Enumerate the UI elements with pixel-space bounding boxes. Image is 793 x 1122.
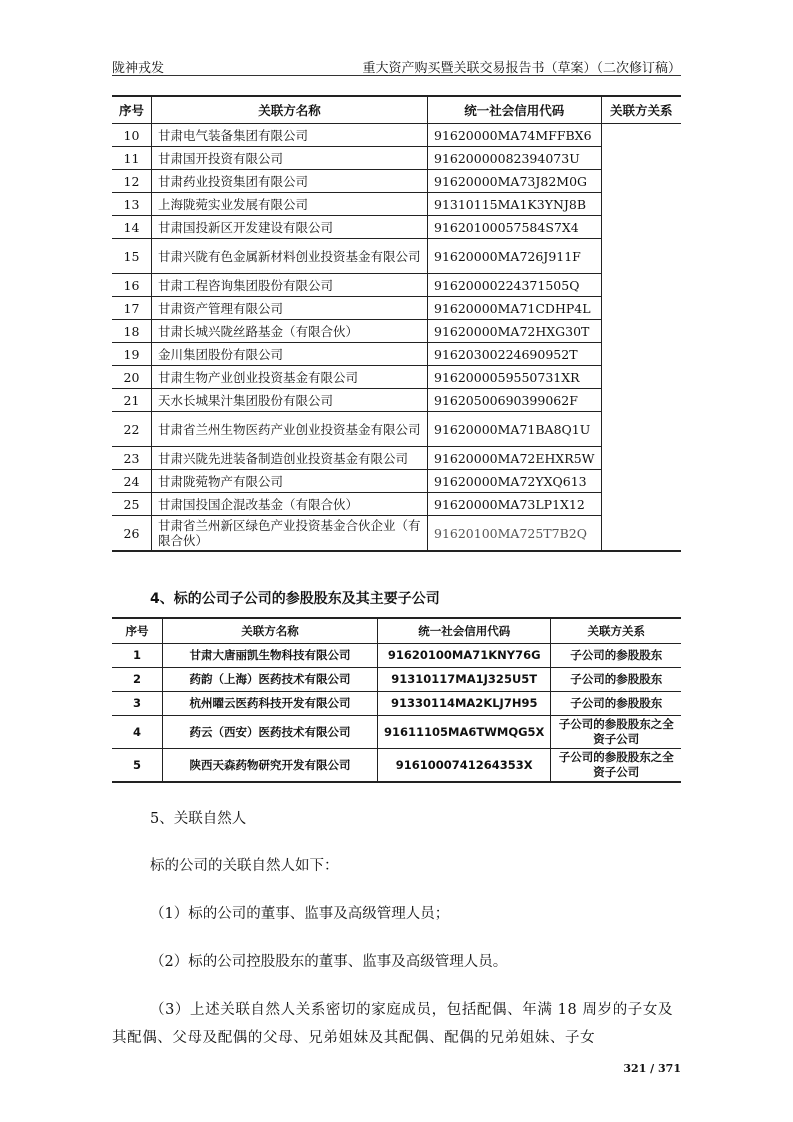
row-name: 甘肃兴陇有色金属新材料创业投资基金有限公司 [152,239,428,274]
table-row [112,516,681,552]
page-number: 321 / 371 [623,1062,681,1075]
header-doc-title: 重大资产购买暨关联交易报告书（草案）（二次修订稿） [362,61,681,76]
row-code: 91620000MA73LP1X12 [428,493,602,516]
table-row [112,343,681,366]
table-row [112,493,681,516]
row-relation: 子公司的参股股东 [551,668,681,692]
row-name: 甘肃国投国企混改基金（有限合伙） [152,493,428,516]
row-name: 甘肃国开投资有限公司 [152,147,428,170]
row-no: 11 [112,147,152,170]
table-row [112,216,681,239]
table-row [112,124,681,147]
paragraph: （3）上述关联自然人关系密切的家庭成员，包括配偶、年满 18 周岁的子女及其配偶、父母及配偶的父母、兄弟姐妹及其配偶、配偶的兄弟姐妹、子女 [112,1002,674,1046]
table-row [112,274,681,297]
table-row [112,692,681,716]
row-no: 17 [112,297,152,320]
row-code: 91620000MA72HXG30T [428,320,602,343]
row-no: 21 [112,389,152,412]
related-party-table [112,95,681,552]
row-relation: 子公司的参股股东 [551,692,681,716]
row-no: 20 [112,366,152,389]
row-no: 4 [112,716,163,749]
paragraph-heading: 5、关联自然人 [150,811,247,827]
table-row [112,668,681,692]
row-code: 91620000MA74MFFBX6 [428,124,602,147]
row-no: 14 [112,216,152,239]
subsidiary-shareholder-table [112,617,681,783]
row-no: 1 [112,644,163,668]
col-relation: 关联方关系 [601,96,681,124]
table-row [112,239,681,274]
row-name: 甘肃电气装备集团有限公司 [152,124,428,147]
table-row [112,389,681,412]
table-row [112,447,681,470]
row-name: 甘肃陇菀物产有限公司 [152,470,428,493]
row-code: 91620100MA71KNY76G [378,644,551,668]
row-name: 陕西天森药物研究开发有限公司 [163,749,378,783]
paragraph: 标的公司的关联自然人如下： [150,858,339,874]
row-relation: 子公司的参股股东之全资子公司 [551,716,681,749]
row-code: 91620000224371505Q [428,274,602,297]
row-code: 91620100057584S7X4 [428,216,602,239]
row-code: 91310117MA1J325U5T [378,668,551,692]
table-row [112,320,681,343]
table-row [112,644,681,668]
table-row [112,297,681,320]
table-row [112,470,681,493]
header-company: 陇神戎发 [112,61,165,76]
col-code: 统一社会信用代码 [378,618,551,644]
page-header [112,55,681,76]
row-no: 15 [112,239,152,274]
col-name: 关联方名称 [152,96,428,124]
row-relation: 子公司的参股股东之全资子公司 [551,749,681,783]
row-no: 12 [112,170,152,193]
row-no: 16 [112,274,152,297]
row-name: 甘肃大唐丽凯生物科技有限公司 [163,644,378,668]
row-name: 甘肃国投新区开发建设有限公司 [152,216,428,239]
col-name: 关联方名称 [163,618,378,644]
row-name: 甘肃生物产业创业投资基金有限公司 [152,366,428,389]
row-name: 药韵（上海）医药技术有限公司 [163,668,378,692]
row-code: 91310115MA1K3YNJ8B [428,193,602,216]
row-no: 18 [112,320,152,343]
row-no: 19 [112,343,152,366]
row-no: 5 [112,749,163,783]
row-no: 10 [112,124,152,147]
row-no: 22 [112,412,152,447]
row-no: 23 [112,447,152,470]
col-no: 序号 [112,96,152,124]
row-code: 91620000MA72YXQ613 [428,470,602,493]
row-name: 杭州曜云医药科技开发有限公司 [163,692,378,716]
row-name: 上海陇菀实业发展有限公司 [152,193,428,216]
paragraph: （2）标的公司控股股东的董事、监事及高级管理人员。 [150,954,508,970]
paragraph: （1）标的公司的董事、监事及高级管理人员； [150,906,450,922]
row-code: 91620000MA726J911F [428,239,602,274]
row-code: 91620000082394073U [428,147,602,170]
row-name: 甘肃长城兴陇丝路基金（有限合伙） [152,320,428,343]
row-relation [601,124,681,552]
row-no: 25 [112,493,152,516]
row-code: 91330114MA2KLJ7H95 [378,692,551,716]
col-no: 序号 [112,618,163,644]
row-no: 26 [112,516,152,552]
col-code: 统一社会信用代码 [428,96,602,124]
row-name: 甘肃工程咨询集团股份有限公司 [152,274,428,297]
row-name: 甘肃兴陇先进装备制造创业投资基金有限公司 [152,447,428,470]
row-name: 甘肃省兰州新区绿色产业投资基金合伙企业（有限合伙） [152,516,428,552]
row-code: 91611105MA6TWMQG5X [378,716,551,749]
table-row [112,366,681,389]
row-relation: 子公司的参股股东 [551,644,681,668]
row-no: 2 [112,668,163,692]
row-no: 3 [112,692,163,716]
row-code: 91620300224690952T [428,343,602,366]
row-name: 甘肃省兰州生物医药产业创业投资基金有限公司 [152,412,428,447]
table-row [112,170,681,193]
table-row [112,147,681,170]
row-code: 91620500690399062F [428,389,602,412]
row-name: 天水长城果汁集团股份有限公司 [152,389,428,412]
table-row [112,193,681,216]
table-row [112,716,681,749]
row-no: 24 [112,470,152,493]
row-code: 91620000MA71BA8Q1U [428,412,602,447]
row-name: 甘肃药业投资集团有限公司 [152,170,428,193]
row-code: 91620000MA72EHXR5W [428,447,602,470]
row-code: 91620000MA73J82M0G [428,170,602,193]
row-no: 13 [112,193,152,216]
table-row [112,412,681,447]
row-name: 金川集团股份有限公司 [152,343,428,366]
row-code: 91620100MA725T7B2Q [428,516,602,552]
section-heading: 4、标的公司子公司的参股股东及其主要子公司 [150,591,440,607]
row-name: 甘肃资产管理有限公司 [152,297,428,320]
row-code: 9162000059550731XR [428,366,602,389]
col-relation: 关联方关系 [551,618,681,644]
row-code: 91620000MA71CDHP4L [428,297,602,320]
row-code: 9161000741264353X [378,749,551,783]
table-row [112,749,681,783]
row-name: 药云（西安）医药技术有限公司 [163,716,378,749]
